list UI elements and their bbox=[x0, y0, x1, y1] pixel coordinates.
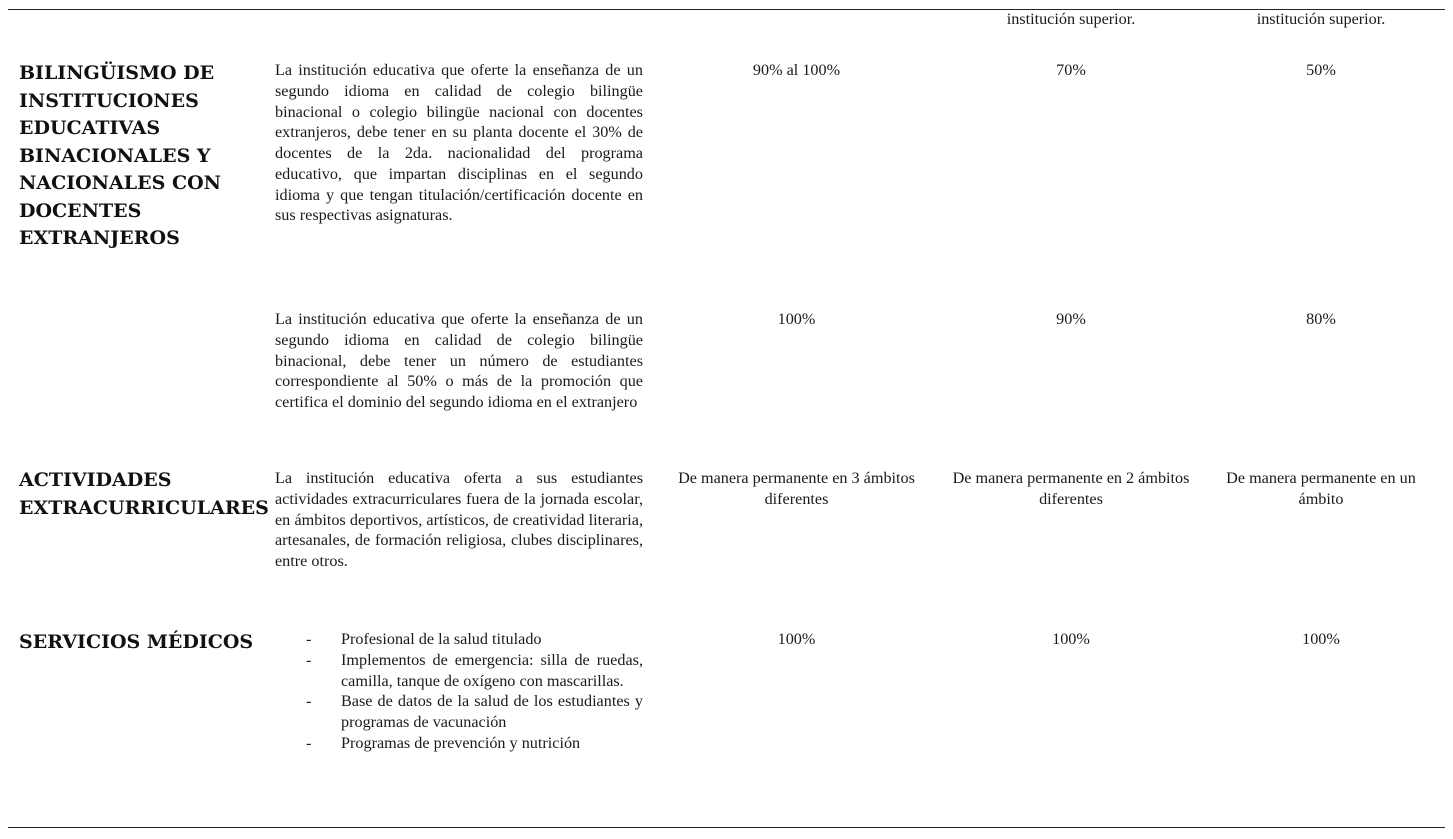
value-bilinguismo-docentes-level2: 70% bbox=[1056, 61, 1086, 79]
header-remnant-col2: institución superior. bbox=[1006, 10, 1136, 28]
value-bilinguismo-docentes-level3: 50% bbox=[1306, 61, 1336, 79]
value-bilinguismo-docentes-level1: 90% al 100% bbox=[752, 61, 841, 79]
list-item bbox=[275, 650, 643, 692]
value-bilinguismo-estudiantes-level3: 80% bbox=[1306, 310, 1336, 328]
value-bilinguismo-estudiantes-level1: 100% bbox=[777, 310, 816, 328]
servicios-medicos-list bbox=[275, 629, 643, 754]
list-item-text: Profesional de la salud titulado bbox=[341, 630, 542, 648]
value-servicios-medicos-level1: 100% bbox=[777, 630, 816, 648]
list-item bbox=[275, 629, 643, 650]
header-remnant-col3: institución superior. bbox=[1256, 10, 1386, 28]
description-bilinguismo-docentes: La institución educativa que oferte la enseñanza de un segundo idioma en calidad de colegio bilingüe binacional o colegio bilingüe nacional con docentes extranjeros, debe tener en su planta docente el 30% de docentes de la 2da. nacionalidad del programa educativo, que impartan disciplinas en el segundo idioma y que tengan titulación/certificación docente en sus respectivas asignaturas. bbox=[275, 61, 643, 225]
value-servicios-medicos-level3: 100% bbox=[1302, 630, 1340, 648]
list-item bbox=[275, 733, 643, 754]
value-actividades-level1: De manera permanente en 3 ámbitos diferentes bbox=[678, 469, 915, 508]
criterion-servicios-medicos: SERVICIOS MÉDICOS bbox=[19, 631, 254, 653]
bullet-dash: - bbox=[306, 733, 312, 752]
value-actividades-level2: De manera permanente en 2 ámbitos diferentes bbox=[952, 469, 1190, 508]
list-item-text: Implementos de emergencia: silla de ruedas, camilla, tanque de oxígeno con mascarillas. bbox=[341, 650, 643, 690]
value-servicios-medicos-level2: 100% bbox=[1052, 630, 1090, 648]
list-item-text: Programas de prevención y nutrición bbox=[341, 733, 581, 752]
bullet-dash: - bbox=[306, 630, 312, 648]
criterion-actividades-extracurriculares: ACTIVIDADES EXTRACURRICULARES bbox=[19, 469, 269, 519]
value-actividades-level3: De manera permanente en un ámbito bbox=[1226, 469, 1416, 508]
criterion-bilinguismo: BILINGÜISMO DE INSTITUCIONES EDUCATIVAS BINACIONALES Y NACIONALES CON DOCENTES EXTRANJEROS bbox=[19, 62, 221, 249]
description-actividades-extracurriculares: La institución educativa oferta a sus estudiantes actividades extracurriculares fuera de la jornada escolar, en ámbitos deportivos, artísticos, de creatividad literaria, artesanales, de formación religiosa, clubes disciplinares, entre otros. bbox=[275, 469, 643, 570]
table-bottom-rule bbox=[8, 827, 1445, 828]
bullet-dash: - bbox=[306, 650, 312, 669]
description-bilinguismo-estudiantes: La institución educativa que oferte la enseñanza de un segundo idioma en calidad de colegio bilingüe binacional, debe tener un número de estudiantes correspondiente al 50% o más de la promoción que certifica el dominio del segundo idioma en el extranjero bbox=[275, 310, 643, 411]
list-item bbox=[275, 691, 643, 733]
list-item-text: Base de datos de la salud de los estudiantes y programas de vacunación bbox=[341, 692, 643, 731]
bullet-dash: - bbox=[306, 692, 312, 711]
value-bilinguismo-estudiantes-level2: 90% bbox=[1056, 310, 1086, 328]
